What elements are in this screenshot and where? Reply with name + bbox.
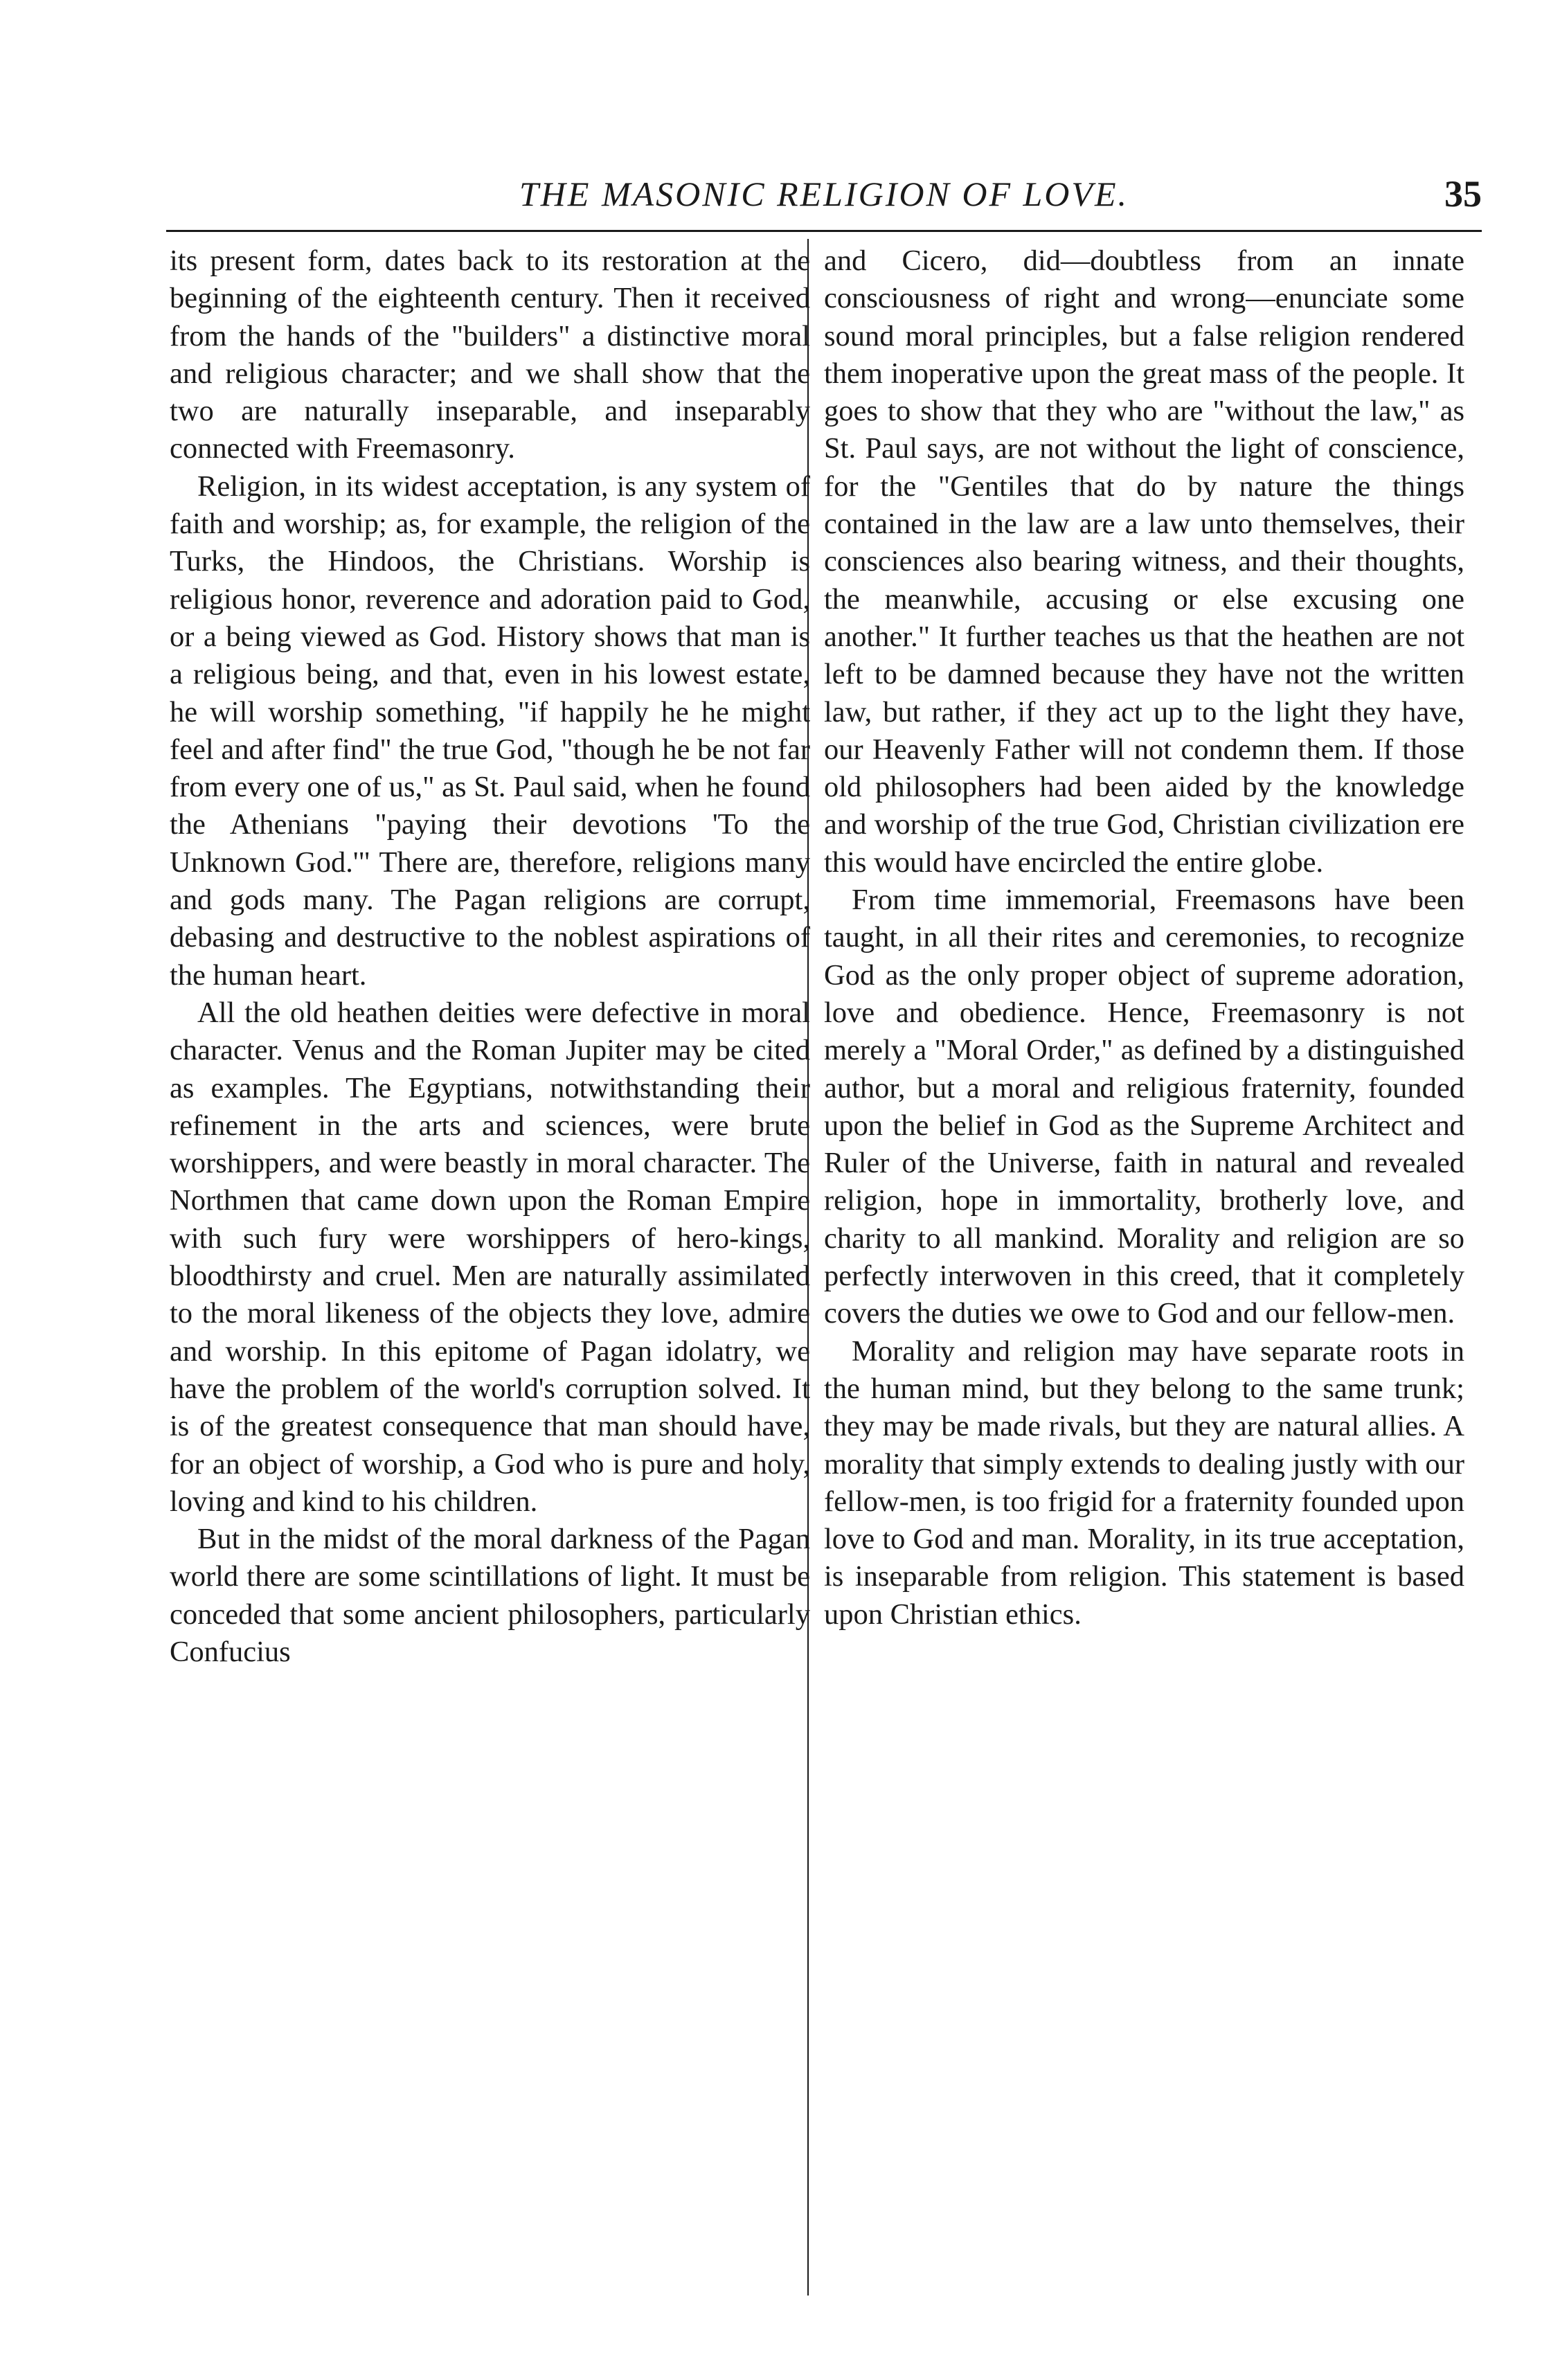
- right-column: [824, 242, 1464, 1634]
- paragraph: Religion, in its widest acceptation, is any system of faith and worship; as, for example, the religion of the Turks, the Hindoos, the Christians. Worship is religious honor, reverence and adoration paid to God, or a being viewed as God. History shows that man is a religious being, and that, even in his lowest estate, he will worship something, "if happily he he might feel and after find" the true God, "though he be not far from every one of us," as St. Paul said, when he found the Athenians "paying their devotions 'To the Unknown God.'" There are, therefore, religions many and gods many. The Pagan religions are corrupt, debasing and destructive to the noblest aspirations of the human heart.: [170, 469, 810, 992]
- paragraph: From time immemorial, Freemasons have been taught, in all their rites and ceremonies, to recognize God as the only proper object of supreme adoration, love and obedience. Hence, Freemasonry is not merely a "Moral Order," as defined by a distinguished author, but a moral and religious fraternity, founded upon the belief in God as the Supreme Architect and Ruler of the Universe, faith in natural and revealed religion, hope in immortality, brotherly love, and charity to all mankind. Morality and religion are so perfectly interwoven in this creed, that it completely covers the duties we owe to God and our fellow-men.: [824, 884, 1464, 1330]
- running-title: THE MASONIC RELIGION OF LOVE.: [519, 175, 1129, 213]
- page-header: [166, 166, 1482, 229]
- paragraph: its present form, dates back to its restoration at the beginning of the eighteenth century. Then it received from the hands of the "builders" a distinctive moral and religious character; and we shall show that the two are naturally inseparable, and inseparably connected with Freemasonry.: [170, 244, 810, 465]
- paragraph: But in the midst of the moral darkness of the Pagan world there are some scintillations of light. It must be conceded that some ancient philosophers, particularly Confucius: [170, 1523, 810, 1668]
- left-column: [170, 242, 810, 1671]
- paragraph: and Cicero, did—doubtless from an innate consciousness of right and wrong—enunciate some sound moral principles, but a false religion rendered them inoperative upon the great mass of the people. It goes to show that they who are "without the law," as St. Paul says, are not without the light of conscience, for the "Gentiles that do by nature the things contained in the law are a law unto themselves, their consciences also bearing witness, and their thoughts, the meanwhile, accusing or else excusing one another." It further teaches us that the heathen are not left to be damned because they have not the written law, but rather, if they act up to the light they have, our Heavenly Father will not condemn them. If those old philosophers had been aided by the knowledge and worship of the true God, Christian civilization ere this would have encircled the entire globe.: [824, 244, 1464, 879]
- header-rule: [166, 230, 1482, 232]
- paragraph: Morality and religion may have separate roots in the human mind, but they belong to the same trunk; they may be made rivals, but they are natural allies. A morality that simply extends to dealing justly with our fellow-men, is too frigid for a fraternity founded upon love to God and man. Morality, in its true acceptation, is inseparable from religion. This statement is based upon Christian ethics.: [824, 1334, 1464, 1631]
- page-number: 35: [1444, 173, 1482, 215]
- column-divider: [807, 239, 809, 2296]
- paragraph: All the old heathen deities were defective in moral character. Venus and the Roman Jupiter may be cited as examples. The Egyptians, notwithstanding their refinement in the arts and sciences, were brute worshippers, and were beastly in moral character. The Northmen that came down upon the Roman Empire with such fury were worshippers of hero-kings, bloodthirsty and cruel. Men are naturally assimilated to the moral likeness of the objects they love, admire and worship. In this epitome of Pagan idolatry, we have the problem of the world's corruption solved. It is of the greatest consequence that man should have, for an object of worship, a God who is pure and holy, loving and kind to his children.: [170, 996, 810, 1518]
